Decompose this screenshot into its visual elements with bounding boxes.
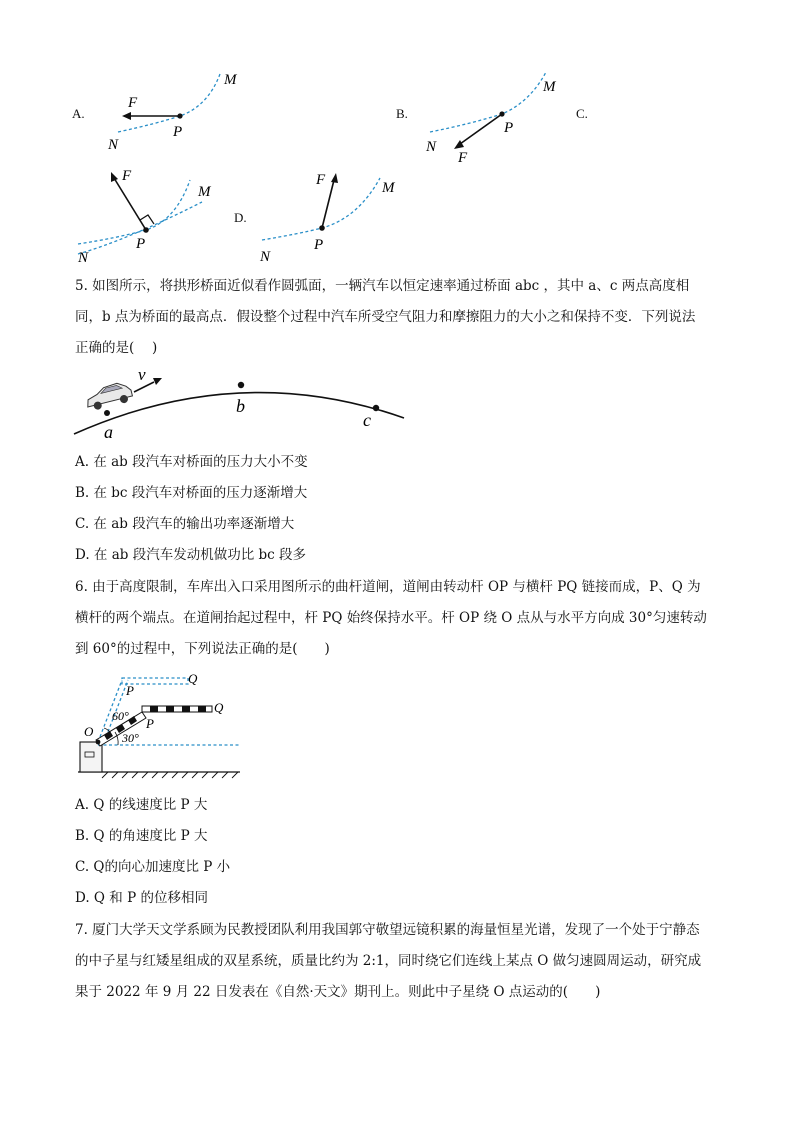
figure-option-b xyxy=(420,66,580,166)
figure-option-d xyxy=(258,162,418,268)
option-b-letter: B. xyxy=(396,106,408,121)
point-p xyxy=(177,113,182,118)
label-angle-60: 60° xyxy=(112,709,129,723)
point-c xyxy=(373,405,379,411)
option-d-letter: D. xyxy=(234,210,247,225)
point-b xyxy=(238,382,244,388)
q6-option-c: C. Q的向心加速度比 P 小 xyxy=(75,859,231,875)
label-f: F xyxy=(128,95,138,111)
label-f: F xyxy=(122,168,132,184)
label-m: M xyxy=(198,184,211,200)
q5-option-d: D. 在 ab 段汽车发动机做功比 bc 段多 xyxy=(75,547,306,563)
q5-option-a: A. 在 ab 段汽车对桥面的压力大小不变 xyxy=(75,454,308,470)
label-p: P xyxy=(136,236,146,252)
label-a: a xyxy=(104,422,113,442)
pivot-o xyxy=(96,740,101,745)
label-p-top: P xyxy=(126,683,134,698)
label-f: F xyxy=(458,150,468,166)
label-n: N xyxy=(78,250,89,266)
q6-stem-line1: 6. 由于高度限制，车库出入口采用图所示的曲杆道闸，道闸由转动杆 OP 与横杆 PQ 链接而成，P、Q 为 xyxy=(75,579,701,595)
label-p: P xyxy=(504,120,514,136)
label-n: N xyxy=(426,139,437,155)
option-c-letter: C. xyxy=(576,106,588,121)
label-m: M xyxy=(382,180,395,196)
label-m: M xyxy=(543,79,556,95)
label-c: c xyxy=(363,410,371,430)
label-o: O xyxy=(84,724,94,739)
q7-stem-line2: 的中子星与红矮星组成的双星系统，质量比约为 2:1，同时绕它们连线上某点 O 做匀速圆周运动，研究成 xyxy=(75,953,702,969)
option-a-letter: A. xyxy=(72,106,85,121)
q5-bridge-figure xyxy=(70,362,410,442)
q5-stem-line2: 同，b 点为桥面的最高点．假设整个过程中汽车所受空气阻力和摩擦阻力的大小之和保持不变．下列说法 xyxy=(75,309,696,325)
label-n: N xyxy=(260,249,271,265)
q6-option-b: B. Q 的角速度比 P 大 xyxy=(75,828,208,844)
label-v: v xyxy=(138,365,146,384)
label-angle-30: 30° xyxy=(122,731,139,745)
label-b: b xyxy=(236,396,245,416)
q5-stem-line3: 正确的是( ) xyxy=(75,340,158,356)
label-m: M xyxy=(224,72,237,88)
q6-stem-line3: 到 60°的过程中，下列说法正确的是( ) xyxy=(75,641,330,657)
q7-stem-line3: 果于 2022 年 9 月 22 日发表在《自然·天文》期刊上。则此中子星绕 O 点运动的( ) xyxy=(75,984,601,1000)
label-q-top: Q xyxy=(188,671,198,686)
label-f: F xyxy=(316,172,326,188)
q5-stem-line1: 5. 如图所示，将拱形桥面近似看作圆弧面，一辆汽车以恒定速率通过桥面 abc ，其中 a、c 两点高度相 xyxy=(75,278,690,294)
q6-stem-line2: 横杆的两个端点。在道闸抬起过程中，杆 PQ 始终保持水平。杆 OP 绕 O 点从与水平方向成 30°匀速转动 xyxy=(75,610,707,626)
q7-stem-line1: 7. 厦门大学天文学系顾为民教授团队利用我国郭守敬望远镜积累的海量恒星光谱，发现了一个处于宁静态 xyxy=(75,922,700,938)
label-q-mid: Q xyxy=(214,700,224,715)
figure-option-a xyxy=(100,66,260,156)
q6-option-d: D. Q 和 P 的位移相同 xyxy=(75,890,208,906)
label-p-mid: P xyxy=(146,716,154,731)
figure-option-c xyxy=(72,162,232,268)
car-icon xyxy=(84,380,134,412)
q5-option-c: C. 在 ab 段汽车的输出功率逐渐增大 xyxy=(75,516,295,532)
q6-option-a: A. Q 的线速度比 P 大 xyxy=(75,797,208,813)
label-n: N xyxy=(108,137,119,153)
label-p: P xyxy=(314,237,324,253)
q5-option-b: B. 在 bc 段汽车对桥面的压力逐渐增大 xyxy=(75,485,308,501)
q6-gate-figure xyxy=(74,668,244,780)
label-p: P xyxy=(173,124,183,140)
